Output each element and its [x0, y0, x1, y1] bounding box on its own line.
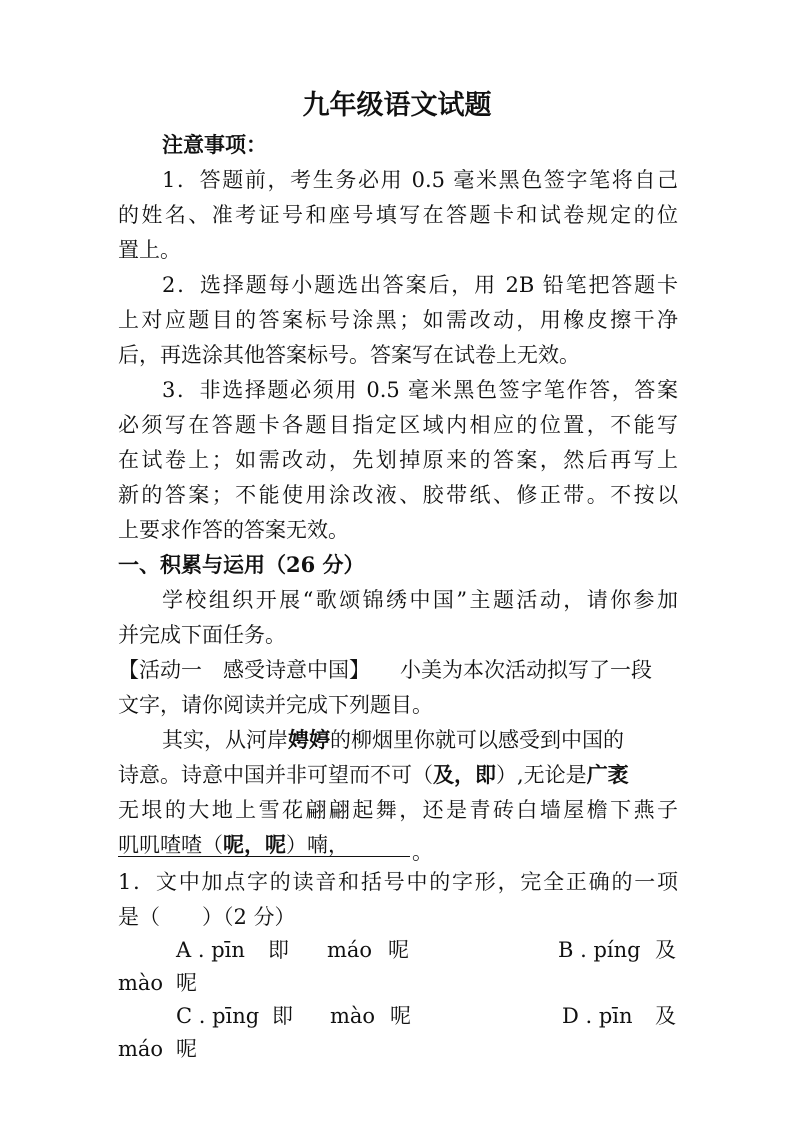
bracket-choice-1: 及，即	[433, 762, 496, 787]
notice-3-line-4: 新的答案；不能使用涂改液、胶带纸、修正带。不按以	[118, 483, 678, 507]
activity-1-line-1	[118, 652, 678, 688]
exam-title: 九年级语文试题	[302, 90, 492, 121]
intro-line-1: 学校组织开展“歌颂锦绣中国”主题活动，请你参加	[162, 588, 678, 612]
activity-1-line-2: 文字，请你阅读并完成下列题目。	[118, 693, 433, 717]
blank-period: 。	[412, 840, 433, 864]
notice-1-line-2: 的姓名、准考证号和座号填写在答题卡和试卷规定的位	[118, 203, 678, 227]
activity-1-text: 小美为本次活动拟写了一段	[400, 658, 652, 682]
passage-line-1: 其实，从河岸娉婷的柳烟里你就可以感受到中国的	[162, 727, 624, 752]
notice-3-line-5: 上要求作答的答案无效。	[118, 518, 349, 542]
passage-line-3: 无垠的大地上雪花翩翩起舞，还是青砖白墙屋檐下燕子	[118, 798, 678, 822]
notice-2-line-2: 上对应题目的答案标号涂黑；如需改动，用橡皮擦干净	[118, 308, 678, 332]
dotted-word-2: 广袤	[586, 762, 629, 787]
question-1-line-1: 1．文中加点字的读音和括号中的字形，完全正确的一项	[118, 870, 678, 894]
option-a-label: A . pīn	[176, 938, 245, 962]
activity-1-label: 【活动一 感受诗意中国】	[118, 658, 370, 682]
passage-line-2: 诗意。诗意中国并非可望而不可（及，即）,无论是广袤	[118, 762, 629, 787]
option-c-label: C . pīng	[176, 1004, 260, 1028]
notice-3-line-2: 必须写在答题卡各题目指定区域内相应的位置，不能写	[118, 413, 678, 437]
answer-blank[interactable]	[118, 842, 410, 857]
notice-heading: 注意事项：	[162, 132, 267, 157]
notice-1-line-3: 置上。	[118, 238, 181, 262]
passage-line-4: 叽叽喳喳（呢，呢）喃，	[118, 832, 349, 857]
option-b-label: B . píng	[558, 938, 641, 962]
question-1-line-2: 是（ ）（2 分）	[118, 905, 296, 929]
notice-3-line-1: 3．非选择题必须用 0.5 毫米黑色签字笔作答，答案	[162, 378, 678, 402]
section-heading: 一、积累与运用（26 分）	[118, 552, 365, 577]
intro-line-2: 并完成下面任务。	[118, 623, 286, 647]
notice-1-line-1: 1．答题前，考生务必用 0.5 毫米黑色签字笔将自己	[162, 168, 678, 192]
notice-3-line-3: 在试卷上；如需改动，先划掉原来的答案，然后再写上	[118, 448, 678, 472]
notice-2-line-1: 2．选择题每小题选出答案后，用 2B 铅笔把答题卡	[162, 273, 678, 297]
dotted-word-1: 娉婷	[288, 727, 330, 752]
bracket-choice-2: 呢，呢	[223, 832, 286, 857]
option-d-label: D . pīn	[562, 1004, 633, 1028]
notice-2-line-3: 后，再选涂其他答案标号。答案写在试卷上无效。	[118, 343, 580, 367]
